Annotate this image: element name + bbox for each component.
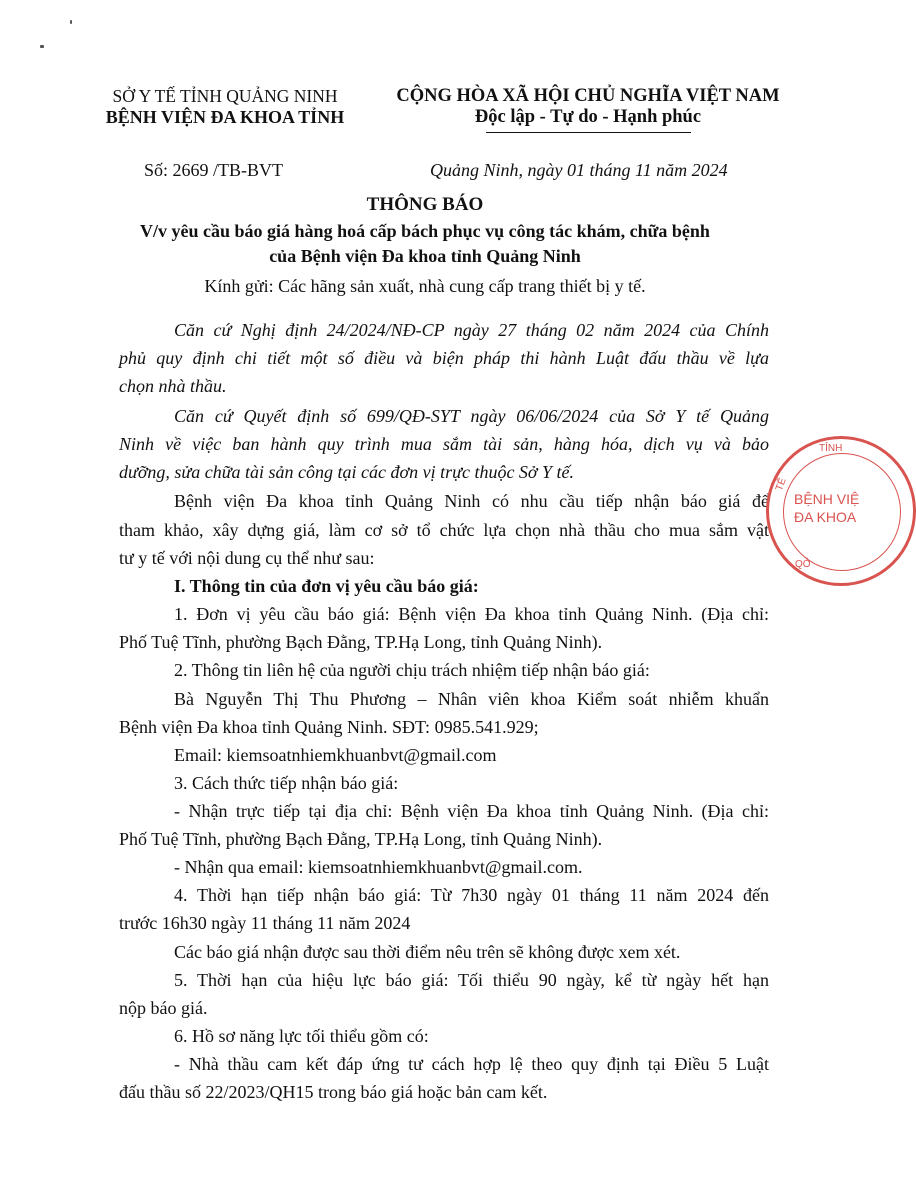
scan-speck	[40, 45, 44, 48]
item4-line2: trước 16h30 ngày 11 tháng 11 năm 2024	[119, 913, 411, 933]
official-stamp	[766, 436, 916, 586]
stamp-top-text: TỈNH	[819, 443, 843, 454]
agency-name: SỞ Y TẾ TỈNH QUẢNG NINH	[112, 86, 338, 106]
hospital-name: BỆNH VIỆN ĐA KHOA TỈNH	[105, 107, 345, 127]
section1-heading: I. Thông tin của đơn vị yêu cầu báo giá:	[174, 576, 479, 596]
item5-line1: 5. Thời hạn của hiệu lực báo giá: Tối thiểu 90 ngày, kể từ ngày hết hạn	[174, 970, 769, 990]
item4-note: Các báo giá nhận được sau thời điểm nêu trên sẽ không được xem xét.	[174, 942, 681, 962]
document-subject-line1: V/v yêu cầu báo giá hàng hoá cấp bách phục vụ công tác khám, chữa bệnh	[140, 221, 710, 241]
basis2-line3: dưỡng, sửa chữa tài sản công tại các đơn vị trực thuộc Sở Y tế.	[119, 462, 575, 482]
item2-contact-line1: Bà Nguyễn Thị Thu Phương – Nhân viên khoa Kiểm soát nhiễm khuẩn	[174, 689, 769, 709]
item5-line2: nộp báo giá.	[119, 998, 208, 1018]
basis2-line1: Căn cứ Quyết định số 699/QĐ-SYT ngày 06/06/2024 của Sở Y tế Quảng	[174, 406, 769, 426]
stamp-line1: BỆNH VIỆ	[794, 491, 860, 507]
item6-a-line2: đấu thầu số 22/2023/QH15 trong báo giá hoặc bản cam kết.	[119, 1082, 548, 1102]
recipient-line: Kính gửi: Các hãng sản xuất, nhà cung cấp trang thiết bị y tế.	[204, 276, 646, 296]
stamp-left-text: TẾ	[774, 476, 789, 493]
intro-line1: Bệnh viện Đa khoa tỉnh Quảng Ninh có nhu cầu tiếp nhận báo giá để	[174, 491, 769, 511]
document-date: Quảng Ninh, ngày 01 tháng 11 năm 2024	[430, 160, 728, 180]
item2-email: Email: kiemsoatnhiemkhuanbvt@gmail.com	[174, 745, 497, 765]
basis1-line1: Căn cứ Nghị định 24/2024/NĐ-CP ngày 27 tháng 02 năm 2024 của Chính	[174, 320, 769, 340]
item1-line2: Phố Tuệ Tĩnh, phường Bạch Đằng, TP.Hạ Long, tỉnh Quảng Ninh).	[119, 632, 603, 652]
item3-direct-line1: - Nhận trực tiếp tại địa chỉ: Bệnh viện Đa khoa tỉnh Quảng Ninh. (Địa chỉ:	[174, 801, 769, 821]
document-title: THÔNG BÁO	[366, 194, 484, 215]
scan-speck	[70, 20, 72, 24]
item3-email: - Nhận qua email: kiemsoatnhiemkhuanbvt@gmail.com.	[174, 857, 583, 877]
item2-contact-line2: Bệnh viện Đa khoa tỉnh Quảng Ninh. SĐT: 0985.541.929;	[119, 717, 539, 737]
item4-line1: 4. Thời hạn tiếp nhận báo giá: Từ 7h30 ngày 01 tháng 11 năm 2024 đến	[174, 885, 769, 905]
item1-line1: 1. Đơn vị yêu cầu báo giá: Bệnh viện Đa khoa tỉnh Quảng Ninh. (Địa chỉ:	[174, 604, 769, 624]
basis1-line2: phủ quy định chi tiết một số điều và biện pháp thi hành Luật đấu thầu về lựa	[119, 348, 769, 368]
intro-line3: tư y tế với nội dung cụ thể như sau:	[119, 548, 375, 568]
item3-direct-line2: Phố Tuệ Tĩnh, phường Bạch Đằng, TP.Hạ Long, tỉnh Quảng Ninh).	[119, 829, 603, 849]
document-number: Số: 2669 /TB-BVT	[144, 160, 284, 180]
stamp-line2: ĐA KHOA	[794, 509, 857, 525]
document-subject-line2: của Bệnh viện Đa khoa tỉnh Quảng Ninh	[269, 246, 581, 266]
item6-line: 6. Hồ sơ năng lực tối thiểu gồm có:	[174, 1026, 429, 1046]
basis2-line2: Ninh về việc ban hành quy trình mua sắm tài sản, hàng hóa, dịch vụ và bảo	[119, 434, 769, 454]
stamp-bottom-text: QỎ	[795, 559, 811, 570]
item3-line: 3. Cách thức tiếp nhận báo giá:	[174, 773, 399, 793]
basis1-line3: chọn nhà thầu.	[119, 376, 227, 396]
item2-line: 2. Thông tin liên hệ của người chịu trách nhiệm tiếp nhận báo giá:	[174, 660, 650, 680]
intro-line2: tham khảo, xây dựng giá, làm cơ sở tổ chức lựa chọn nhà thầu cho mua sắm vật	[119, 520, 769, 540]
motto-underline	[486, 132, 691, 133]
national-title: CỘNG HÒA XÃ HỘI CHỦ NGHĨA VIỆT NAM	[396, 86, 780, 106]
item6-a-line1: - Nhà thầu cam kết đáp ứng tư cách hợp lệ theo quy định tại Điều 5 Luật	[174, 1054, 769, 1074]
national-motto: Độc lập - Tự do - Hạnh phúc	[474, 107, 702, 127]
